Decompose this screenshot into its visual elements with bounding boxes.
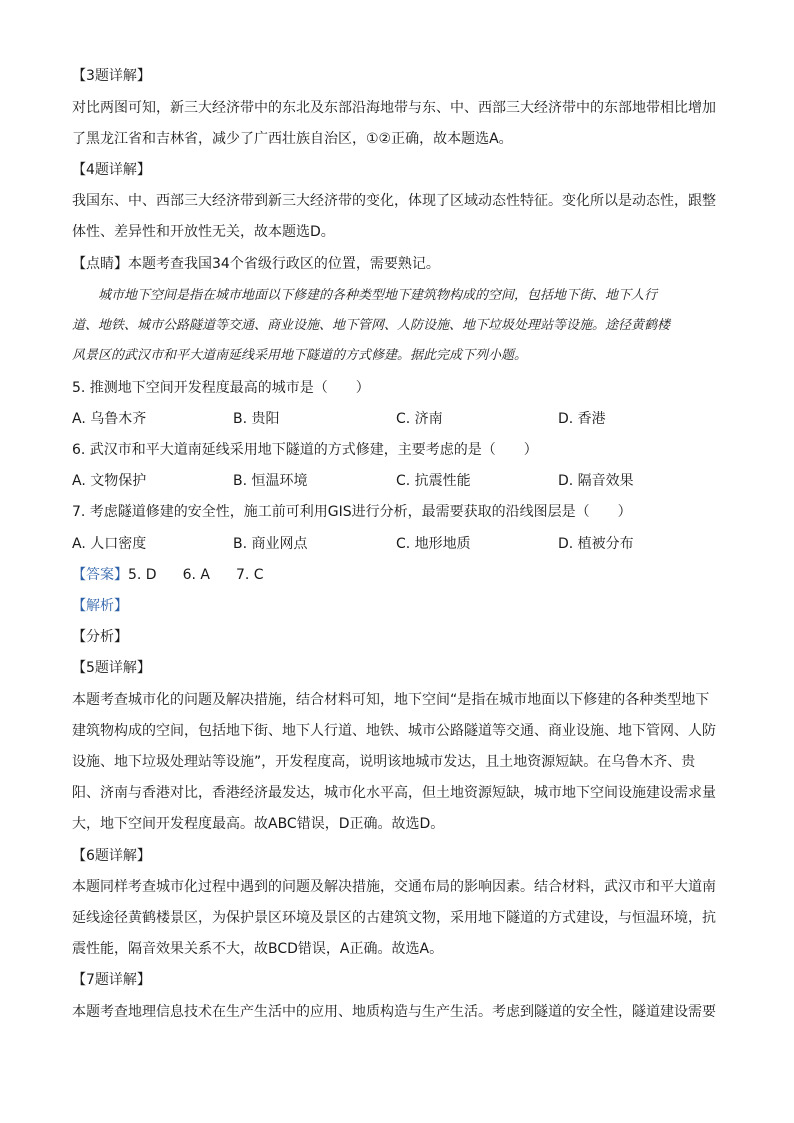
- q7-option-c: C. 地形地质: [396, 536, 471, 552]
- passage-line3: 风景区的武汉市和平大道南延线采用地下隧道的方式修建。据此完成下列小题。: [72, 348, 528, 363]
- q6-option-d: D. 隔音效果: [558, 473, 634, 489]
- answer-7: 7. C: [235, 567, 264, 583]
- q5-option-d: D. 香港: [558, 411, 606, 427]
- analysis-heading: 【解析】: [72, 598, 128, 614]
- answer-6: 6. A: [182, 567, 210, 583]
- heading-q7-detail: 【7题详解】: [72, 972, 151, 988]
- q6-option-c: C. 抗震性能: [396, 473, 471, 489]
- paragraph-q6-line3: 震性能，隔音效果关系不大，故BCD错误，A正确。故选A。: [72, 941, 444, 957]
- heading-q4-detail: 【4题详解】: [72, 162, 151, 178]
- paragraph-q3-line2: 了黑龙江省和吉林省，减少了广西壮族自治区，①②正确，故本题选A。: [72, 131, 513, 147]
- paragraph-q5-line3: 设施、地下垃圾处理站等设施”，开发程度高，说明该地城市发达，且土地资源短缺。在乌鲁木齐、贵: [72, 754, 696, 770]
- q5-option-a: A. 乌鲁木齐: [72, 411, 147, 427]
- passage-line1: 城市地下空间是指在城市地面以下修建的各种类型地下建筑物构成的空间，包括地下街、地下人行: [98, 288, 658, 303]
- tip-note: 【点睛】本题考查我国34个省级行政区的位置，需要熟记。: [72, 256, 440, 272]
- passage-line2: 道、地铁、城市公路隧道等交通、商业设施、地下管网、人防设施、地下垃圾处理站等设施。途径黄鹤楼: [72, 318, 671, 333]
- q6-option-b: B. 恒温环境: [233, 473, 308, 489]
- answer-5: 5. D: [128, 567, 157, 583]
- paragraph-q6-line1: 本题同样考查城市化过程中遇到的问题及解决措施，交通布局的影响因素。结合材料，武汉市和平大道南: [72, 879, 716, 895]
- paragraph-q4-line2: 体性、差异性和开放性无关，故本题选D。: [72, 224, 335, 240]
- q5-option-b: B. 贵阳: [233, 411, 280, 427]
- paragraph-q3-line1: 对比两图可知，新三大经济带中的东北及东部沿海地带与东、中、西部三大经济带中的东部地带相比增加: [72, 100, 716, 116]
- q7-option-a: A. 人口密度: [72, 536, 147, 552]
- heading-q5-detail: 【5题详解】: [72, 660, 151, 676]
- q7-option-d: D. 植被分布: [558, 536, 634, 552]
- answer-label: 【答案】: [72, 567, 128, 583]
- fenxi-heading: 【分析】: [72, 629, 128, 645]
- heading-q6-detail: 【6题详解】: [72, 848, 151, 864]
- answer-row: [72, 565, 264, 585]
- question-6: 6. 武汉市和平大道南延线采用地下隧道的方式修建，主要考虑的是（ ）: [72, 442, 538, 458]
- q7-option-b: B. 商业网点: [233, 536, 308, 552]
- paragraph-q4-line1: 我国东、中、西部三大经济带到新三大经济带的变化，体现了区域动态性特征。变化所以是动态性，跟整: [72, 193, 716, 209]
- q5-option-c: C. 济南: [396, 411, 443, 427]
- paragraph-q7-line1: 本题考查地理信息技术在生产生活中的应用、地质构造与生产生活。考虑到隧道的安全性，隧道建设需要: [72, 1004, 716, 1020]
- heading-q3-detail: 【3题详解】: [72, 68, 151, 84]
- question-7: 7. 考虑隧道修建的安全性，施工前可利用GIS进行分析，最需要获取的沿线图层是（ ）: [72, 504, 632, 520]
- paragraph-q5-line5: 大，地下空间开发程度最高。故ABC错误，D正确。故选D。: [72, 816, 445, 832]
- question-5: 5. 推测地下空间开发程度最高的城市是（ ）: [72, 380, 370, 396]
- q6-option-a: A. 文物保护: [72, 473, 147, 489]
- paragraph-q6-line2: 延线途径黄鹤楼景区，为保护景区环境及景区的古建筑文物，采用地下隧道的方式建设，与恒温环境，抗: [72, 910, 716, 926]
- paragraph-q5-line1: 本题考查城市化的问题及解决措施，结合材料可知，地下空间“是指在城市地面以下修建的各种类型地下: [72, 692, 710, 708]
- paragraph-q5-line4: 阳、济南与香港对比，香港经济最发达，城市化水平高，但土地资源短缺，城市地下空间设施建设需求量: [72, 785, 716, 801]
- paragraph-q5-line2: 建筑物构成的空间，包括地下街、地下人行道、地铁、城市公路隧道等交通、商业设施、地下管网、人防: [72, 723, 716, 739]
